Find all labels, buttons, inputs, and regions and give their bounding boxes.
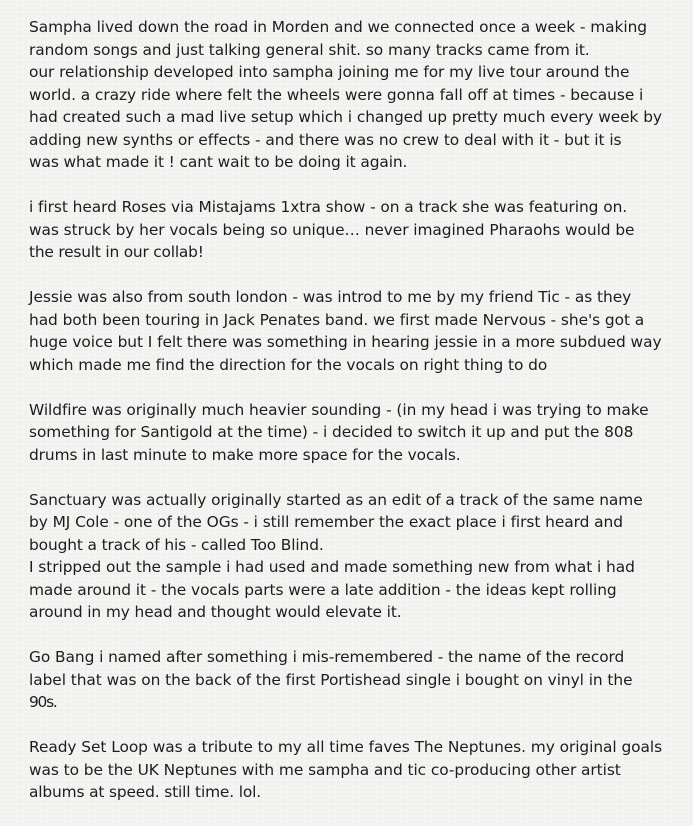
text-line: Sampha lived down the road in Morden and we connected once a week - making [29,18,647,36]
notes-document [29,16,689,826]
text-line: drums in last minute to make more space for the vocals. [29,445,461,464]
text-line: huge voice but I felt there was something in hearing jessie in a more subdued way [29,333,662,351]
text-line: the result in our collab! [29,243,204,261]
text-line: Sanctuary was actually originally started as an edit of a track of the same name [29,490,643,509]
text-line: was to be the UK Neptunes with me sampha and tic co-producing other artist [29,760,621,779]
text-line: our relationship developed into sampha joining me for my live tour around the [29,63,630,81]
text-line: albums at speed. still time. lol. [29,783,261,801]
text-line: was what made it ! cant wait to be doing it again. [29,153,408,171]
paragraph-sanctuary [29,489,689,624]
text-line: something for Santigold at the time) - i decided to switch it up and put the 808 [29,423,634,441]
text-line: adding new synths or effects - and there was no crew to deal with it - but it is [29,130,622,149]
text-line: bought a track of his - called Too Blind. [29,535,324,554]
text-line: Jessie was also from south london - was introd to me by my friend Tic - as they [29,288,632,306]
text-line: had created such a mad live setup which i changed up pretty much every week by [29,108,662,126]
paragraph-ready-set-loop [29,736,689,804]
text-line: Ready Set Loop was a tribute to my all time faves The Neptunes. my original goals [29,738,663,756]
text-line: label that was on the back of the first Portishead single i bought on vinyl in the [29,670,633,689]
text-line: had both been touring in Jack Penates band. we first made Nervous - she's got a [29,310,645,329]
text-line: i first heard Roses via Mistajams 1xtra show - on a track she was featuring on. [29,198,628,216]
text-line: Go Bang i named after something i mis-remembered - the name of the record [29,648,625,666]
paragraph-sampha [29,16,689,174]
text-line: Wildfire was originally much heavier sounding - (in my head i was trying to make [29,400,649,419]
text-line: I stripped out the sample i had used and made something new from what i had [29,558,635,576]
text-line: by MJ Cole - one of the OGs - i still remember the exact place i first heard and [29,513,623,531]
text-line: 90s. [29,693,57,711]
paragraph-jessie [29,286,689,376]
paragraph-go-bang [29,646,689,714]
paragraph-roses [29,196,689,264]
text-line: random songs and just talking general shit. so many tracks came from it. [29,40,590,59]
text-line: made around it - the vocals parts were a late addition - the ideas kept rolling [29,580,617,599]
paragraph-wildfire [29,399,689,467]
text-line: around in my head and thought would elevate it. [29,603,402,621]
text-line: world. a crazy ride where felt the wheels were gonna fall off at times - because i [29,85,644,104]
text-line: was struck by her vocals being so unique… never imagined Pharaohs would be [29,220,635,239]
text-line: which made me find the direction for the vocals on right thing to do [29,355,548,374]
